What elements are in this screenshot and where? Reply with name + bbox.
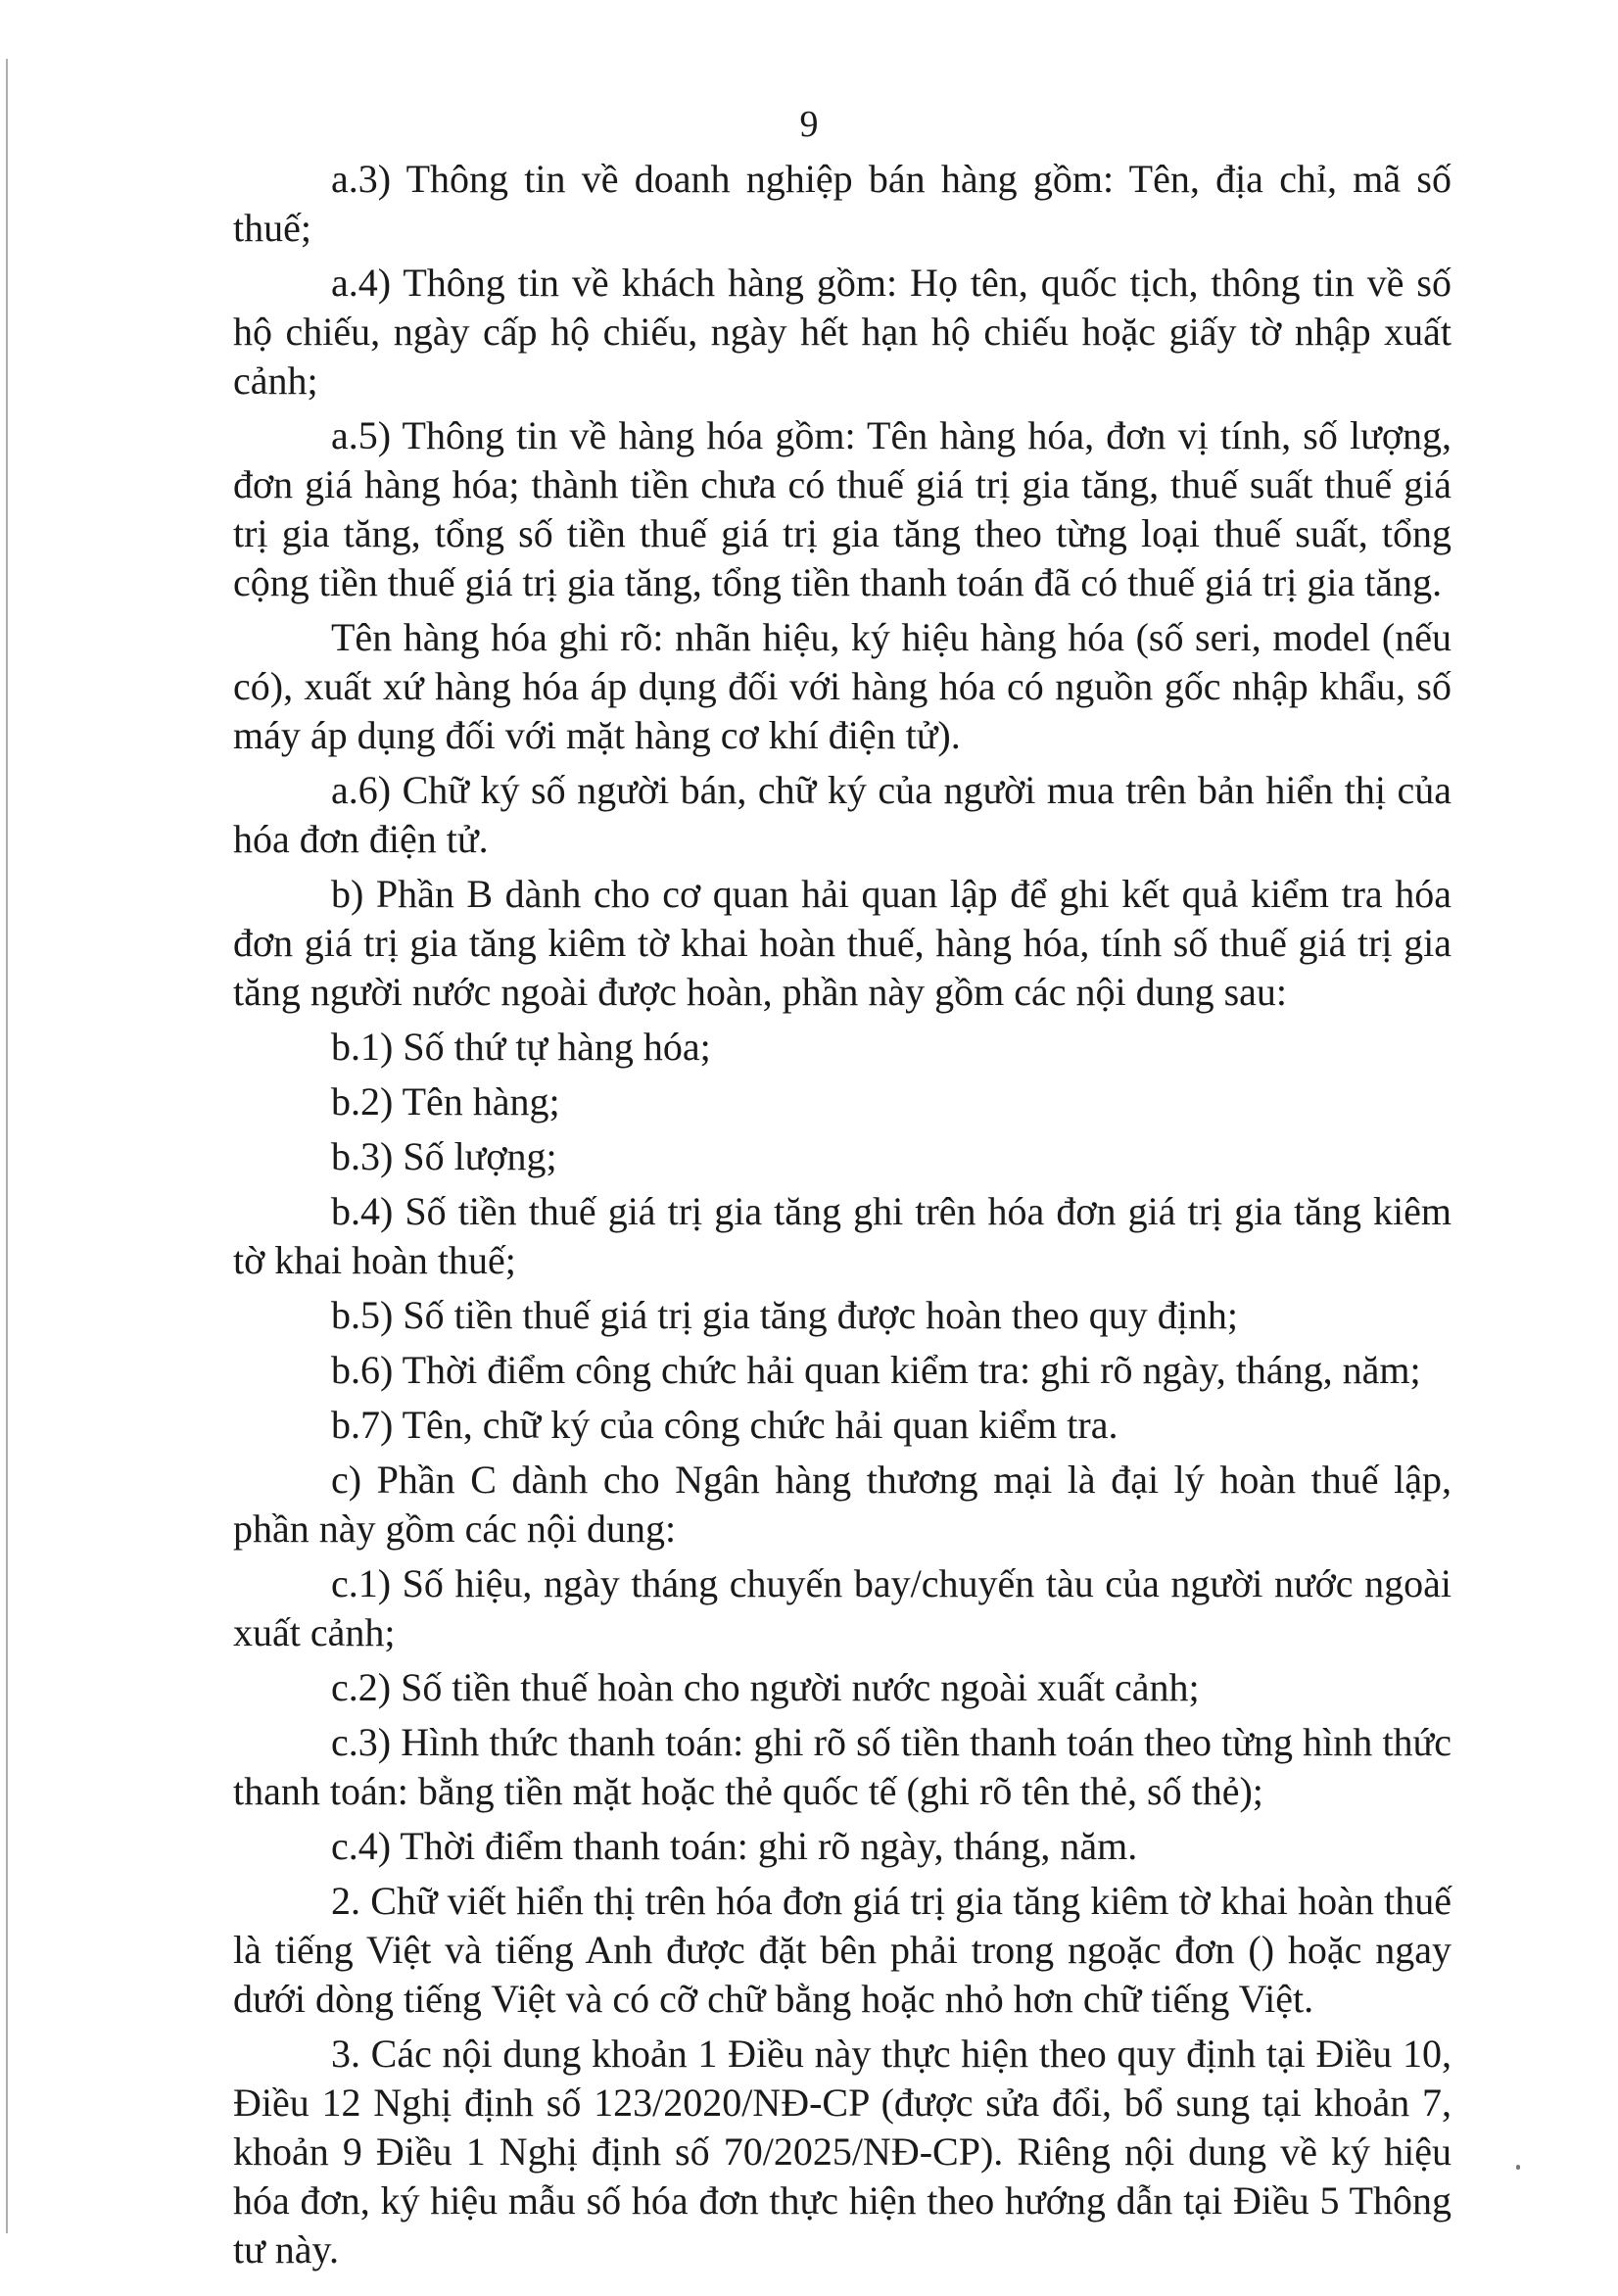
paragraph: b) Phần B dành cho cơ quan hải quan lập để ghi kết quả kiểm tra hóa đơn giá trị gia tăng kiêm tờ khai hoàn thuế, hàng hóa, tính số thuế giá trị gia tăng người nước ngoài được hoàn, phần này gồm các nội dung sau:	[233, 872, 1451, 1014]
paragraph: b.7) Tên, chữ ký của công chức hải quan kiểm tra.	[331, 1403, 1118, 1447]
paragraph: b.6) Thời điểm công chức hải quan kiểm tra: ghi rõ ngày, tháng, năm;	[331, 1348, 1421, 1392]
paragraph: 3. Các nội dung khoản 1 Điều này thực hiện theo quy định tại Điều 10, Điều 12 Nghị định số 123/2020/NĐ-CP (được sửa đổi, bổ sung tại khoản 7, khoản 9 Điều 1 Nghị định số 70/2025/NĐ-CP). Riêng nội dung về ký hiệu hóa đơn, ký hiệu mẫu số hóa đơn thực hiện theo hướng dẫn tại Điều 5 Thông tư này.	[233, 2032, 1451, 2272]
paragraph: b.5) Số tiền thuế giá trị gia tăng được hoàn theo quy định;	[331, 1293, 1238, 1337]
document-body	[233, 155, 1451, 2280]
paragraph: b.1) Số thứ tự hàng hóa;	[331, 1025, 711, 1069]
paragraph: b.2) Tên hàng;	[331, 1079, 560, 1124]
paragraph: Tên hàng hóa ghi rõ: nhãn hiệu, ký hiệu hàng hóa (số seri, model (nếu có), xuất xứ hàng hóa áp dụng đối với hàng hóa có nguồn gốc nhập khẩu, số máy áp dụng đối với mặt hàng cơ khí điện tử).	[233, 615, 1451, 757]
paragraph: a.4) Thông tin về khách hàng gồm: Họ tên, quốc tịch, thông tin về số hộ chiếu, ngày cấp hộ chiếu, ngày hết hạn hộ chiếu hoặc giấy tờ nhập xuất cảnh;	[233, 261, 1451, 403]
paragraph: a.5) Thông tin về hàng hóa gồm: Tên hàng hóa, đơn vị tính, số lượng, đơn giá hàng hóa; thành tiền chưa có thuế giá trị gia tăng, thuế suất thuế giá trị gia tăng, tổng số tiền thuế giá trị gia tăng theo từng loại thuế suất, tổng cộng tiền thuế giá trị gia tăng, tổng tiền thanh toán đã có thuế giá trị gia tăng.	[233, 413, 1451, 604]
paragraph: c.4) Thời điểm thanh toán: ghi rõ ngày, tháng, năm.	[331, 1824, 1138, 1868]
paragraph: a.6) Chữ ký số người bán, chữ ký của người mua trên bản hiển thị của hóa đơn điện tử.	[233, 768, 1451, 861]
paragraph: c) Phần C dành cho Ngân hàng thương mại là đại lý hoàn thuế lập, phần này gồm các nội dung:	[233, 1458, 1451, 1551]
scan-edge-line	[6, 59, 8, 2233]
paragraph: c.1) Số hiệu, ngày tháng chuyến bay/chuyến tàu của người nước ngoài xuất cảnh;	[233, 1561, 1451, 1654]
paragraph: c.2) Số tiền thuế hoàn cho người nước ngoài xuất cảnh;	[331, 1665, 1200, 1709]
scan-speck	[1516, 2165, 1520, 2170]
page-number: 9	[799, 104, 819, 145]
paragraph: b.4) Số tiền thuế giá trị gia tăng ghi trên hóa đơn giá trị gia tăng kiêm tờ khai hoàn thuế;	[233, 1189, 1451, 1282]
paragraph: c.3) Hình thức thanh toán: ghi rõ số tiền thanh toán theo từng hình thức thanh toán: bằng tiền mặt hoặc thẻ quốc tế (ghi rõ tên thẻ, số thẻ);	[233, 1720, 1451, 1813]
paragraph: a.3) Thông tin về doanh nghiệp bán hàng gồm: Tên, địa chỉ, mã số thuế;	[233, 157, 1451, 250]
paragraph: b.3) Số lượng;	[331, 1134, 557, 1178]
paragraph: 2. Chữ viết hiển thị trên hóa đơn giá trị gia tăng kiêm tờ khai hoàn thuế là tiếng Việt và tiếng Anh được đặt bên phải trong ngoặc đơn () hoặc ngay dưới dòng tiếng Việt và có cỡ chữ bằng hoặc nhỏ hơn chữ tiếng Việt.	[233, 1879, 1451, 2021]
